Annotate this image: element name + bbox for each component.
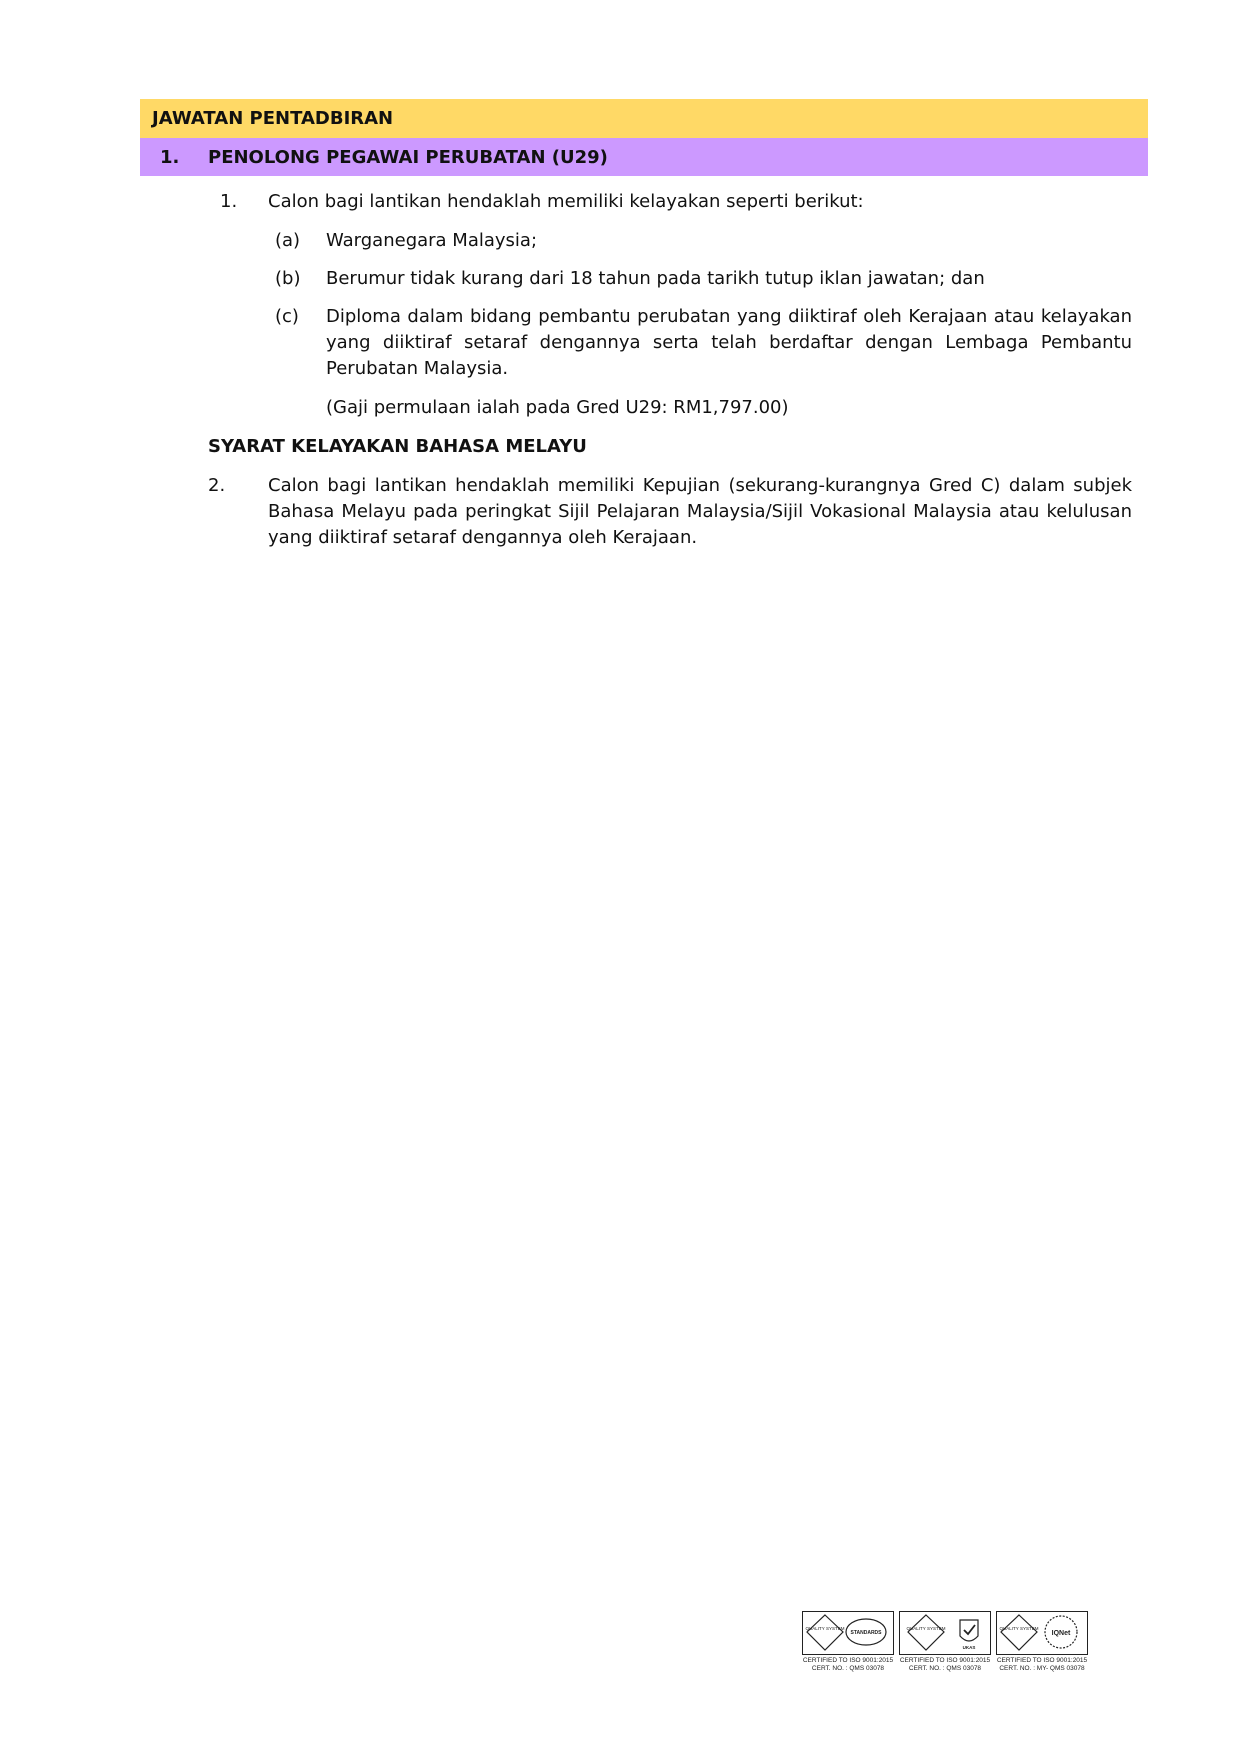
cert-3-line2: CERT. NO. : MY- QMS 03078 <box>999 1665 1085 1672</box>
cert-logo-3 <box>996 1611 1088 1655</box>
cert-2-line2: CERT. NO. : QMS 03078 <box>908 1665 982 1672</box>
cert-2-line1: CERTIFIED TO ISO 9001:2015 <box>899 1657 991 1664</box>
quality-system-text-3: QUALITY SYSTEM <box>999 1626 1039 1631</box>
language-heading: SYARAT KELAYAKAN BAHASA MELAYU <box>208 436 587 457</box>
item-a-label: (a) <box>275 230 301 251</box>
requirement-2-number: 2. <box>208 475 226 496</box>
item-b-text: Berumur tidak kurang dari 18 tahun pada tarikh tutup iklan jawatan; dan <box>326 268 985 289</box>
cert-caption-1 <box>798 1657 898 1673</box>
requirement-1-number: 1. <box>220 191 238 212</box>
cert-caption-2 <box>895 1657 995 1673</box>
section-header-text: JAWATAN PENTADBIRAN <box>152 108 394 129</box>
cert-1-line1: CERTIFIED TO ISO 9001:2015 <box>802 1657 894 1664</box>
ukas-logo-text: UKAS <box>962 1645 976 1650</box>
cert-caption-3 <box>992 1657 1092 1673</box>
quality-system-text-1: QUALITY SYSTEM <box>805 1626 845 1631</box>
section-header <box>140 99 1148 138</box>
salary-note: (Gaji permulaan ialah pada Gred U29: RM1,797.00) <box>326 397 789 418</box>
position-title-bar <box>140 138 1148 176</box>
requirement-2-text: Calon bagi lantikan hendaklah memiliki Kepujian (sekurang-kurangnya Gred C) dalam subjek Bahasa Melayu pada peringkat Sijil Pelajaran Malaysia/Sijil Vokasional Malaysia atau kelulusan yang diiktiraf setaraf dengannya oleh Kerajaan. <box>268 475 1132 548</box>
position-title: PENOLONG PEGAWAI PERUBATAN (U29) <box>208 146 608 168</box>
cert-logo-1 <box>802 1611 894 1655</box>
item-a-text: Warganegara Malaysia; <box>326 230 538 251</box>
cert-3-line1: CERTIFIED TO ISO 9001:2015 <box>996 1657 1088 1664</box>
cert-logo-2 <box>899 1611 991 1655</box>
item-b-label: (b) <box>275 268 301 289</box>
iqnet-logo-text: IQNet <box>1051 1630 1071 1637</box>
requirement-1-text: Calon bagi lantikan hendaklah memiliki kelayakan seperti berikut: <box>268 191 864 212</box>
item-c-label: (c) <box>275 306 299 327</box>
position-number: 1. <box>160 146 180 168</box>
item-c-text: Diploma dalam bidang pembantu perubatan yang diiktiraf oleh Kerajaan atau kelayakan yang diiktiraf setaraf dengannya serta telah berdaftar dengan Lembaga Pembantu Perubatan Malaysia. <box>326 306 1132 379</box>
quality-system-text-2: QUALITY SYSTEM <box>906 1626 946 1631</box>
certification-logos <box>802 1611 1092 1691</box>
standards-logo-text: STANDARDS <box>850 1630 882 1636</box>
cert-1-line2: CERT. NO. : QMS 03078 <box>811 1665 885 1672</box>
